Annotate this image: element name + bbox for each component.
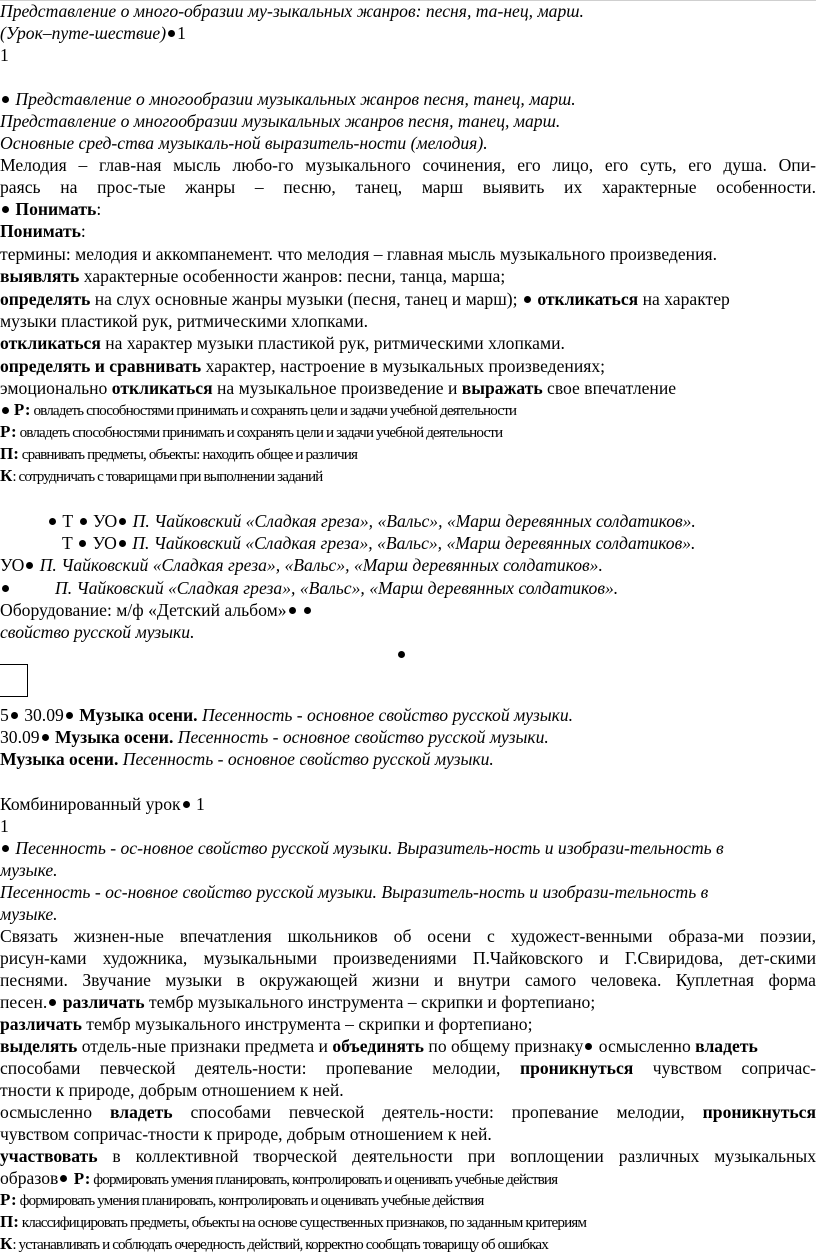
lesson1-type-line: (Урок–путе-шествие) 1 [0, 23, 186, 43]
cognitive-line: П: сравнивать предметы, объекты: находить общее и различия [0, 444, 358, 463]
regulative-line-repeat: Р: овладеть способностями принимать и сохранять цели и задачи учебной деятельности [0, 422, 503, 441]
participate-line: участвовать в коллективной творческой деятельности при воплощении различных музыкальных [0, 1146, 816, 1166]
bullet-icon [524, 296, 531, 303]
lesson2-topic-1: Песенность - ос-новное свойство русской музыки. Выразитель-ность и изобрази-тельность в [0, 837, 724, 859]
cognitive2-line: П: классифицировать предметы, объекты на основе существенных признаков, по заданным критериям [0, 1212, 587, 1231]
regulative2-line: Р: формировать умения планировать, контролировать и оценивать учебные действия [0, 1190, 484, 1209]
bullet-icon [66, 712, 73, 719]
bullet-icon [49, 518, 56, 525]
music-line-1: Т УО П. Чайковский «Сладкая греза», «Вальс», «Марш деревянных солдатиков». [47, 510, 696, 532]
bullet-icon [80, 518, 87, 525]
link-3: песнями. Звучание музыки в окружающей жизни и внутри самого человека. Куплетная форма [0, 970, 816, 990]
own-line-1: осмысленно владеть способами певческой деятель-ности: пропевание мелодии, проникнуться [0, 1102, 816, 1122]
reveal-line: выявлять характерные особенности жанров: песни, танца, марша; [0, 266, 506, 286]
link-4: песен. различать тембр музыкального инструмента – скрипки и фортепиано; [0, 992, 596, 1012]
define-line-2: музыки пластикой рук, ритмическими хлопками. [0, 311, 369, 331]
bullet-icon [2, 845, 9, 852]
understand-heading: Понимать: [0, 198, 101, 220]
communicative-line: К: сотрудничать с товарищами при выполнении заданий [0, 466, 323, 485]
lesson2-num: 1 [0, 816, 9, 836]
lesson2-header-repeat: 30.09 Музыка осени. Песенность - основное свойство русской музыки. [0, 727, 549, 747]
bullet-icon [2, 585, 9, 592]
bullet-icon [119, 518, 126, 525]
sing-line-1: способами певческой деятель-ности: пропевание мелодии, проникнуться чувством сопричас- [0, 1058, 816, 1078]
bullet-icon [42, 734, 49, 741]
lesson1-topic: Представление о многообразии музыкальных жанров песня, танец, марш. [0, 88, 576, 110]
bullet-icon [49, 999, 56, 1006]
distinguish-line: различать тембр музыкального инструмента – скрипки и фортепиано; [0, 1014, 533, 1034]
define-line: определять на слух основные жанры музыки (песня, танец и марш); откликаться на характер [0, 289, 730, 309]
bullet-icon [11, 712, 18, 719]
bullet-icon [2, 96, 9, 103]
lesson1-title: Представление о много-образии му-зыкальных жанров: песня, та-нец, марш. [0, 1, 584, 21]
lesson2-header: 5 30.09 Музыка осени. Песенность - основное свойство русской музыки. [0, 705, 574, 725]
lesson1-melody-2: раясь на прос-тые жанры – песню, танец, марш выявить их характерные особенности. [0, 177, 816, 197]
communicative2-line: К: устанавливать и соблюдать очередность действий, корректно сообщать товарищу об ошибках [0, 1234, 548, 1253]
link-1: Связать жизнен-ные впечатления школьников об осени с художест-венными образа-ми поэзии, [0, 926, 816, 946]
lesson2-topic-repeat-2: музыке. [0, 904, 58, 924]
bullet-icon [119, 540, 126, 547]
bullet-icon [289, 607, 296, 614]
lone-bullet [396, 643, 407, 665]
equipment-line: Оборудование: м/ф «Детский альбом» [0, 599, 313, 621]
bullet-icon [304, 607, 311, 614]
bullet-icon [2, 407, 9, 414]
lesson1-topic-repeat: Представление о многообразии музыкальных жанров песня, танец, марш. [0, 111, 561, 131]
music-line-2: Т УО П. Чайковский «Сладкая греза», «Вальс», «Марш деревянных солдатиков». [62, 533, 696, 553]
select-line: выделять отдель-ные признаки предмета и объединять по общему признаку осмысленно владеть [0, 1036, 758, 1056]
bullet-icon [183, 801, 190, 808]
participate-line-2: образов Р: формировать умения планировать, контролировать и оценивать учебные действия [0, 1168, 558, 1188]
bullet-icon [2, 206, 9, 213]
bullet-icon [79, 540, 86, 547]
lesson2-title: Музыка осени. Песенность - основное свойство русской музыки. [0, 749, 494, 769]
music-line-4: П. Чайковский «Сладкая греза», «Вальс», «Марш деревянных солдатиков». [0, 577, 618, 599]
lesson2-topic-2: музыке. [0, 860, 58, 880]
bullet-icon [398, 651, 405, 658]
link-2: рисун-ками художника, музыкальными произведениями П.Чайковского и Г.Свиридова, дет-скими [0, 948, 816, 968]
bullet-icon [168, 30, 175, 37]
russian-music-line: свойство русской музыки. [0, 622, 195, 642]
bullet-icon [26, 562, 33, 569]
lesson1-means: Основные сред-ства музыкаль-ной выразитель-ности (мелодия). [0, 133, 488, 153]
understand-heading-repeat: Понимать: [0, 221, 86, 241]
lesson2-type: Комбинированный урок 1 [0, 794, 205, 814]
compare-line: определять и сравнивать характер, настроение в музыкальных произведениях; [0, 356, 606, 376]
bullet-icon [585, 1043, 592, 1050]
regulative-line: Р: овладеть способностями принимать и сохранять цели и задачи учебной деятельности [0, 399, 516, 422]
lesson2-topic-repeat-1: Песенность - ос-новное свойство русской музыки. Выразитель-ность и изобрази-тельность в [0, 882, 709, 902]
table-cell-border [0, 664, 28, 697]
bullet-icon [60, 1175, 67, 1182]
music-line-3: УО П. Чайковский «Сладкая греза», «Вальс», «Марш деревянных солдатиков». [0, 555, 603, 575]
emotion-line: эмоционально откликаться на музыкальное произведение и выражать свое впечатление [0, 378, 677, 398]
sing-line-2: тности к природе, добрым отношением к ней. [0, 1080, 344, 1100]
lesson1-melody-1: Мелодия – глав-ная мысль любо-го музыкального сочинения, его лицо, его суть, его душа. Опи- [0, 155, 816, 175]
respond-line: откликаться на характер музыки пластикой рук, ритмическими хлопками. [0, 333, 565, 353]
terms-line: термины: мелодия и аккомпанемент. что мелодия – главная мысль музыкального произведения. [0, 244, 717, 264]
own-line-2: чувством сопричас-тности к природе, добрым отношением к ней. [0, 1124, 492, 1144]
lesson1-num: 1 [0, 45, 9, 65]
